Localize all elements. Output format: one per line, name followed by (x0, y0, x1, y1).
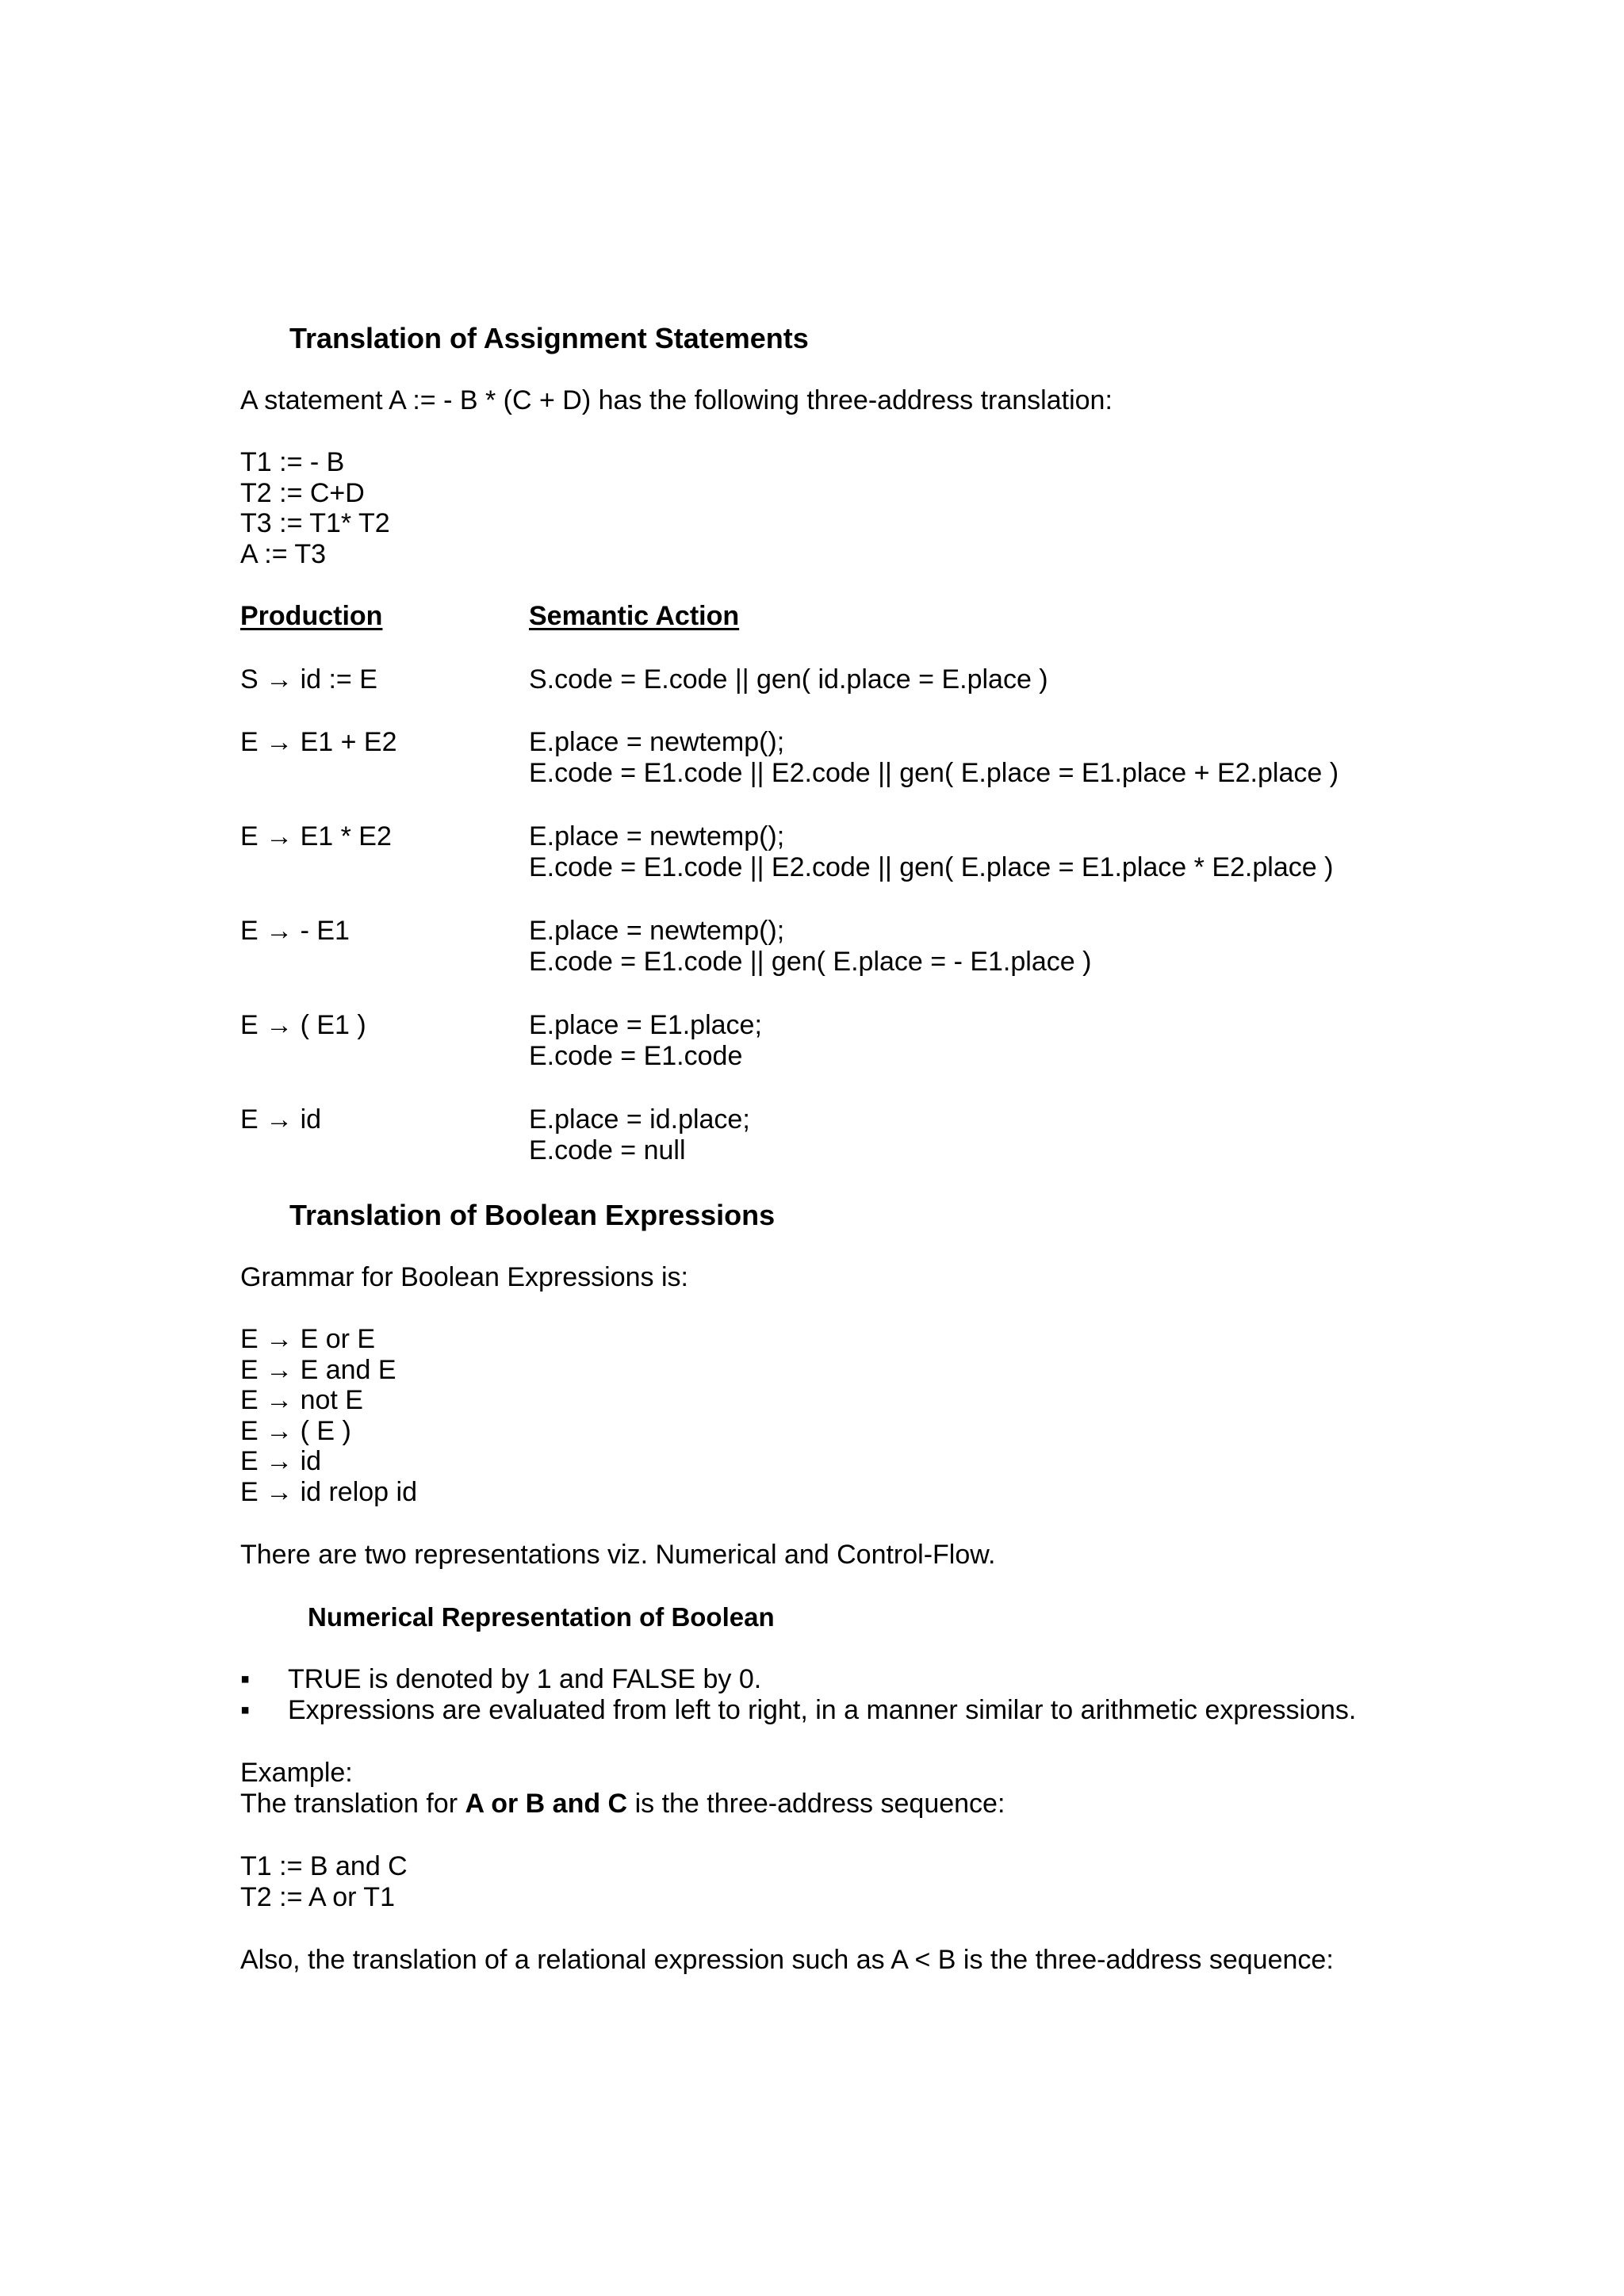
grammar-rule: E → not E (240, 1385, 363, 1416)
translation-sentence (240, 1789, 1005, 1820)
bullet-text: TRUE is denoted by 1 and FALSE by 0. (288, 1664, 762, 1694)
action-line: E.place = id.place; (529, 1104, 750, 1135)
boolean-grammar-intro: Grammar for Boolean Expressions is: (240, 1262, 688, 1292)
grammar-rule: E → E or E (240, 1324, 376, 1354)
example-block (240, 1758, 1005, 1819)
boolean-grammar-block (240, 1324, 417, 1508)
action-cell (529, 727, 1339, 788)
grammar-rule: E → id relop id (240, 1476, 417, 1507)
production-cell: E → E1 * E2 (240, 821, 392, 851)
action-cell (529, 1104, 750, 1165)
production-cell: S → id := E (240, 664, 377, 695)
action-cell (529, 1010, 762, 1071)
grammar-rule: E → E and E (240, 1354, 396, 1385)
example-label: Example: (240, 1758, 353, 1788)
action-line: S.code = E.code || gen( id.place = E.place ) (529, 664, 1048, 695)
action-cell (529, 916, 1091, 977)
bullet-list (240, 1664, 1430, 1728)
translation-prefix: The translation for (240, 1788, 465, 1819)
translation-expression: A or B and C (465, 1788, 628, 1819)
production-cell: E → E1 + E2 (240, 727, 397, 757)
action-line: E.code = null (529, 1135, 686, 1165)
production-cell: E → id (240, 1104, 322, 1135)
relational-text: Also, the translation of a relational expression such as A < B is the three-address sequence: (240, 1945, 1334, 1975)
bullet-text: Expressions are evaluated from left to right, in a manner similar to arithmetic expressions. (288, 1694, 1357, 1725)
production-cell: E → ( E1 ) (240, 1010, 366, 1040)
section-title-assignment: Translation of Assignment Statements (289, 322, 809, 354)
action-line: E.place = newtemp(); (529, 821, 785, 851)
tac-line: T1 := B and C (240, 1851, 408, 1881)
tac-line: T1 := - B (240, 447, 345, 477)
action-line: E.place = newtemp(); (529, 727, 785, 757)
production-header: Production (240, 601, 383, 631)
action-line: E.code = E1.code || E2.code || gen( E.place = E1.place * E2.place ) (529, 851, 1334, 882)
bullet-icon: ▪ (240, 1664, 251, 1694)
assignment-intro: A statement A := - B * (C + D) has the following three-address translation: (240, 385, 1113, 415)
production-cell: E → - E1 (240, 916, 350, 946)
action-line: E.place = newtemp(); (529, 916, 785, 946)
translation-suffix: is the three-address sequence: (627, 1788, 1005, 1819)
action-cell (529, 821, 1333, 882)
action-line: E.code = E1.code (529, 1040, 743, 1071)
subsection-title-numerical: Numerical Representation of Boolean (308, 1602, 775, 1632)
action-line: E.place = E1.place; (529, 1010, 762, 1040)
action-line: E.code = E1.code || E2.code || gen( E.place = E1.place + E2.place ) (529, 757, 1339, 788)
action-line: E.code = E1.code || gen( E.place = - E1.place ) (529, 946, 1092, 977)
tac-line: T2 := C+D (240, 477, 365, 508)
section-title-boolean: Translation of Boolean Expressions (289, 1199, 776, 1231)
tac-line: A := T3 (240, 538, 327, 569)
assignment-tac-block (240, 447, 390, 569)
semantic-action-header: Semantic Action (529, 601, 740, 631)
bullet-icon: ▪ (240, 1694, 251, 1725)
representations-text: There are two representations viz. Numerical and Control-Flow. (240, 1540, 996, 1570)
grammar-rule: E → ( E ) (240, 1415, 351, 1446)
grammar-rule: E → id (240, 1446, 322, 1477)
boolean-tac-block (240, 1851, 408, 1912)
tac-line: T2 := A or T1 (240, 1881, 395, 1912)
tac-line: T3 := T1* T2 (240, 508, 390, 539)
action-cell (529, 664, 1048, 695)
